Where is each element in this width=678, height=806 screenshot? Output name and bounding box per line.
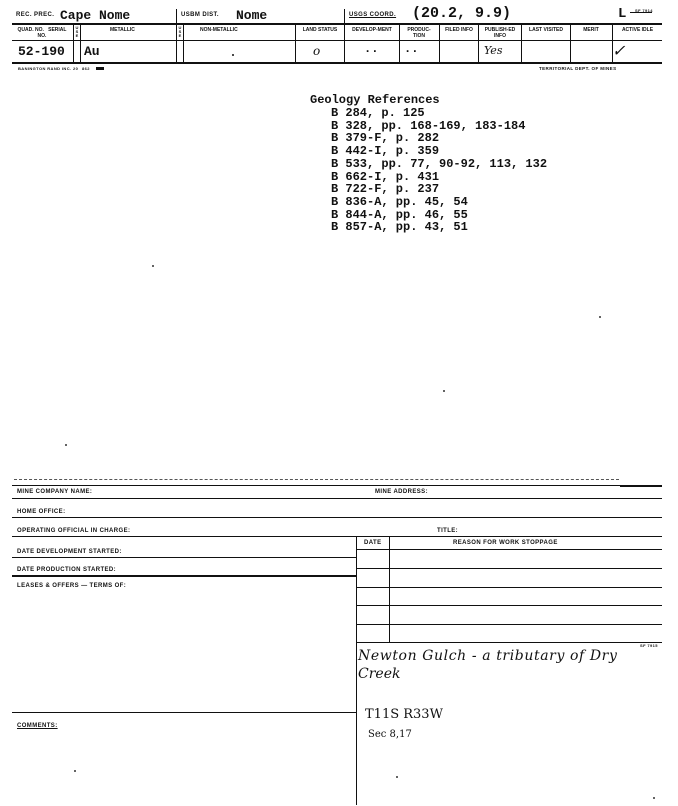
nonmetallic-label: NON-METALLIC — [200, 27, 238, 33]
production-value: .. — [404, 42, 419, 56]
col-div-filed — [439, 24, 440, 62]
scan-speck — [443, 390, 445, 392]
territorial-label: TERRITORIAL DEPT. OF MINES — [539, 66, 617, 71]
reason-label: REASON FOR WORK STOPPAGE — [453, 540, 558, 546]
col-div-pub — [478, 24, 479, 62]
reference-item: B 722-F, p. 237 — [331, 182, 440, 197]
scan-speck — [74, 770, 76, 772]
date-label: DATE — [364, 540, 382, 546]
scan-speck — [152, 265, 154, 267]
published-info-value: Yes — [484, 44, 503, 57]
prod-started-label: DATE PRODUCTION STARTED: — [17, 567, 117, 573]
published-info-label: PUBLISH-ED INFO — [484, 27, 516, 39]
land-status-label: LAND STATUS — [302, 27, 338, 33]
last-visited-label: LAST VISITED — [529, 27, 563, 33]
reference-item: B 328, pp. 168-169, 183-184 — [331, 118, 526, 133]
reference-item: B 284, p. 125 — [331, 106, 425, 120]
stoppage-row-6 — [356, 642, 662, 643]
col-div-use2 — [183, 24, 184, 62]
form-number-top: SF 7914 — [635, 8, 653, 13]
stoppage-date-divider — [389, 537, 390, 643]
merit-label: MERIT — [583, 27, 599, 33]
rec-prec-label: REC. PREC. — [16, 12, 55, 18]
active-idle-label: ACTIVE IDLE — [621, 27, 654, 33]
stoppage-row-4 — [356, 605, 662, 606]
form-number-bottom: SF 7915 — [640, 643, 658, 648]
col-div-dev — [344, 24, 345, 62]
printer-mark — [96, 67, 104, 70]
stoppage-row-1 — [356, 549, 662, 550]
production-label: PRODUC-TION — [407, 27, 431, 39]
fold-line — [14, 479, 619, 481]
scan-speck — [396, 776, 398, 778]
scan-speck — [65, 444, 67, 446]
reference-item: B 857-A, pp. 43, 51 — [331, 220, 468, 235]
comments-label: COMMENTS: — [17, 723, 58, 729]
handwritten-note-line1: Newton Gulch - a tributary of Dry — [358, 648, 618, 664]
scan-speck — [599, 316, 601, 318]
col-div-prod — [399, 24, 400, 62]
col-div-merit — [570, 24, 571, 62]
handwritten-note-line2: Creek — [358, 666, 401, 682]
home-office-top — [12, 498, 662, 499]
scan-speck — [653, 797, 655, 799]
usgs-coord-value: (20.2, 9.9) — [412, 5, 512, 22]
quad-serial-label: QUAD. NO. SERIAL NO. — [17, 27, 67, 39]
col-div-nonmet — [176, 24, 177, 62]
operating-official-label: OPERATING OFFICIAL IN CHARGE: — [17, 528, 131, 534]
header-divider-1 — [176, 9, 177, 24]
land-status-value: o — [313, 44, 321, 58]
stoppage-row-3 — [356, 587, 662, 588]
reference-item: B 662-I, p. 431 — [331, 169, 440, 184]
metallic-value: Au — [84, 44, 100, 59]
mine-row-top — [12, 485, 662, 486]
development-value: .. — [364, 42, 379, 56]
use-label: U S E — [75, 25, 79, 38]
stoppage-row-5 — [356, 624, 662, 625]
col-div-land — [295, 24, 296, 62]
reference-item: B 533, pp. 77, 90-92, 113, 132 — [331, 156, 548, 171]
title-label: TITLE: — [437, 528, 459, 534]
metallic-label: METALLIC — [110, 27, 135, 33]
handwritten-note-line4: Sec 8,17 — [368, 729, 412, 740]
usgs-coord-label: USGS COORD. — [349, 12, 397, 18]
printer-code: 862 — [82, 66, 90, 71]
reference-item: B 844-A, pp. 46, 55 — [331, 207, 468, 222]
rec-prec-value: Cape Nome — [60, 8, 131, 23]
col-div-last — [521, 24, 522, 62]
home-office-label: HOME OFFICE: — [17, 509, 66, 515]
mine-address-label: MINE ADDRESS: — [375, 489, 428, 495]
header-bottom-rule — [12, 23, 662, 25]
operating-bottom — [12, 536, 662, 537]
printer-label: BANINGTON RAND INC. 20 — [18, 66, 79, 71]
stoppage-row-2 — [356, 568, 662, 569]
corner-mark: L — [618, 6, 627, 22]
filed-info-label: FILED INFO — [445, 27, 473, 33]
col-div-use — [80, 24, 81, 62]
operating-top — [12, 517, 662, 518]
references-title: Geology References — [310, 93, 440, 107]
merit-mark: ✓ — [612, 41, 626, 60]
development-label: DEVELOP-MENT — [352, 27, 392, 33]
references-list — [331, 107, 547, 234]
dev-started-label: DATE DEVELOPMENT STARTED: — [17, 549, 122, 555]
reference-item: B 379-F, p. 282 — [331, 131, 440, 146]
record-bottom-rule — [12, 62, 662, 64]
header-divider-2 — [344, 9, 345, 24]
comments-top — [12, 712, 356, 713]
usgs-dist-label: USBM DIST. — [181, 12, 220, 18]
col-div-serial — [73, 24, 74, 62]
record-dot — [232, 54, 234, 56]
leases-label: LEASES & OFFERS — TERMS OF: — [17, 583, 127, 589]
use2-label: U S E — [178, 25, 182, 38]
reference-item: B 442-I, p. 359 — [331, 144, 440, 159]
dev-started-bottom — [12, 557, 356, 558]
handwritten-note-line3: T11S R33W — [365, 707, 443, 722]
prod-started-bottom — [12, 575, 356, 577]
columns-bottom-rule — [12, 40, 662, 41]
usgs-dist-value: Nome — [236, 8, 268, 23]
mine-company-label: MINE COMPANY NAME: — [17, 489, 93, 495]
quad-serial-value: 52-190 — [18, 44, 65, 59]
reference-item: B 836-A, pp. 45, 54 — [331, 194, 468, 209]
stoppage-left-border — [356, 537, 357, 805]
